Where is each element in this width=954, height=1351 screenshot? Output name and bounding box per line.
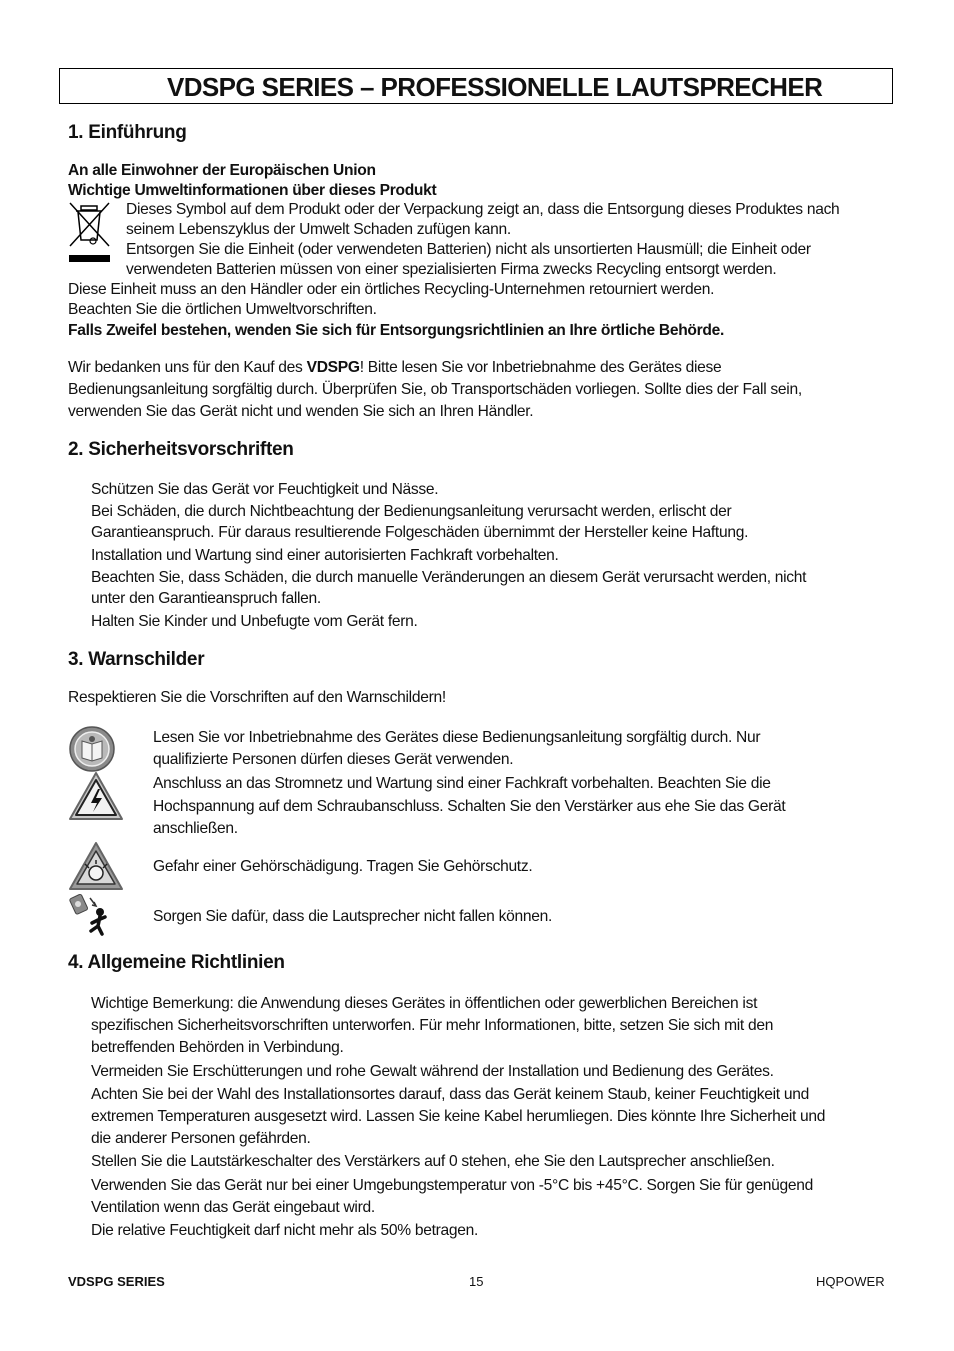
guideline-line: Verwenden Sie das Gerät nur bei einer Umgebungstemperatur von -5°C bis +45°C. Sorgen Sie für genügend [91, 1177, 814, 1194]
guideline-line: die anderer Personen gefährden. [91, 1130, 311, 1147]
weee-text-5: Diese Einheit muss an den Händler oder ein örtliches Recycling-Unternehmen retourniert werden. [68, 281, 715, 298]
warning-hearing-text: Gefahr einer Gehörschädigung. Tragen Sie Gehörschutz. [153, 858, 533, 875]
page-title: VDSPG SERIES – PROFESSIONELLE LAUTSPRECHER [167, 72, 823, 102]
section-heading-guidelines: 4. Allgemeine Richtlinien [68, 952, 285, 973]
guideline-line: Die relative Feuchtigkeit darf nicht mehr als 50% betragen. [91, 1222, 479, 1239]
footer-brand: HQPOWER [816, 1274, 885, 1289]
safety-line: Bei Schäden, die durch Nichtbeachtung der Bedienungsanleitung verursacht werden, erlischt der [91, 503, 732, 520]
safety-line: Beachten Sie, dass Schäden, die durch manuelle Veränderungen an diesem Gerät verursacht werden, nicht [91, 569, 807, 586]
section-heading-warnings: 3. Warnschilder [68, 649, 205, 670]
warning-manual-text-2: qualifizierte Personen dürfen dieses Gerät verwenden. [153, 751, 514, 768]
guideline-line: Vermeiden Sie Erschütterungen und rohe Gewalt während der Installation und Bedienung des Gerätes. [91, 1063, 774, 1080]
safety-line: unter den Garantieanspruch fallen. [91, 590, 321, 607]
safety-line: Halten Sie Kinder und Unbefugte vom Gerät fern. [91, 613, 418, 630]
thanks-pre: Wir bedanken uns für den Kauf des [68, 359, 307, 376]
weee-bin-icon [67, 200, 113, 270]
hearing-hazard-icon [67, 840, 125, 892]
weee-text-2: seinem Lebenszyklus der Umwelt Schaden zufügen kann. [126, 221, 511, 238]
warning-voltage-text-3: anschließen. [153, 820, 238, 837]
safety-line: Garantieanspruch. Für daraus resultierende Folgeschäden übernimmt der Hersteller keine Haftung. [91, 524, 749, 541]
thanks-line-1 [68, 357, 721, 379]
guideline-line: Ventilation wenn das Gerät eingebaut wird. [91, 1199, 375, 1216]
manual-icon [68, 725, 116, 773]
thanks-brand: VDSPG [306, 359, 360, 376]
guideline-line: extremen Temperaturen ausgesetzt wird. Lassen Sie keine Kabel herumliegen. Dies könnte Ihre Sicherheit und [91, 1108, 826, 1125]
footer-series: VDSPG SERIES [68, 1274, 165, 1289]
weee-text-7: Falls Zweifel bestehen, wenden Sie sich für Entsorgungsrichtlinien an Ihre örtliche Behörde. [68, 322, 725, 339]
weee-text-1: Dieses Symbol auf dem Produkt oder der Verpackung zeigt an, dass die Entsorgung dieses Produktes nach [126, 201, 840, 218]
high-voltage-icon [67, 770, 125, 822]
warning-falling-text: Sorgen Sie dafür, dass die Lautsprecher nicht fallen können. [153, 908, 552, 925]
warning-manual-text-1: Lesen Sie vor Inbetriebnahme des Gerätes diese Bedienungsanleitung sorgfältig durch. Nur [153, 729, 761, 746]
weee-text-6: Beachten Sie die örtlichen Umweltvorschriften. [68, 301, 377, 318]
safety-line: Schützen Sie das Gerät vor Feuchtigkeit und Nässe. [91, 481, 439, 498]
thanks-line-3: verwenden Sie das Gerät nicht und wenden Sie sich an Ihren Händler. [68, 403, 534, 420]
guideline-line: spezifischen Sicherheitsvorschriften unterworfen. Für mehr Informationen, bitte, setzen Sie sich mit den [91, 1017, 774, 1034]
weee-text-3: Entsorgen Sie die Einheit (oder verwendeten Batterien) nicht als unsortierten Hausmüll; die Einheit oder [126, 241, 811, 258]
section-heading-intro: 1. Einführung [68, 122, 187, 143]
guideline-line: betreffenden Behörden in Verbindung. [91, 1039, 344, 1056]
guideline-line: Stellen Sie die Lautstärkeschalter des Verstärkers auf 0 stehen, ehe Sie den Lautsprecher anschließen. [91, 1153, 775, 1170]
weee-text-4: verwendeten Batterien müssen von einer spezialisierten Firma zwecks Recycling entsorgt werden. [126, 261, 777, 278]
footer-page-number: 15 [469, 1274, 484, 1289]
warnings-intro: Respektieren Sie die Vorschriften auf den Warnschildern! [68, 689, 446, 706]
warning-voltage-text-2: Hochspannung auf dem Schraubanschluss. Schalten Sie den Verstärker aus ehe Sie das Gerät [153, 798, 786, 815]
thanks-post: ! Bitte lesen Sie vor Inbetriebnahme des Gerätes diese [359, 359, 722, 376]
warning-voltage-text-1: Anschluss an das Stromnetz und Wartung sind einer Fachkraft vorbehalten. Beachten Sie die [153, 775, 771, 792]
title-box [59, 68, 893, 104]
safety-line: Installation und Wartung sind einer autorisierten Fachkraft vorbehalten. [91, 547, 559, 564]
guideline-line: Achten Sie bei der Wahl des Installationsortes darauf, dass das Gerät keinem Staub, keiner Feuchtigkeit und [91, 1086, 809, 1103]
section-heading-safety: 2. Sicherheitsvorschriften [68, 439, 294, 460]
falling-object-icon [68, 890, 114, 938]
eu-line-1: An alle Einwohner der Europäischen Union [68, 162, 376, 179]
eu-line-2: Wichtige Umweltinformationen über dieses Produkt [68, 182, 437, 199]
guideline-line: Wichtige Bemerkung: die Anwendung dieses Gerätes in öffentlichen oder gewerblichen Bereichen ist [91, 995, 758, 1012]
thanks-line-2: Bedienungsanleitung sorgfältig durch. Überprüfen Sie, ob Transportschäden vorliegen. Sollte dies der Fall sein, [68, 381, 802, 398]
